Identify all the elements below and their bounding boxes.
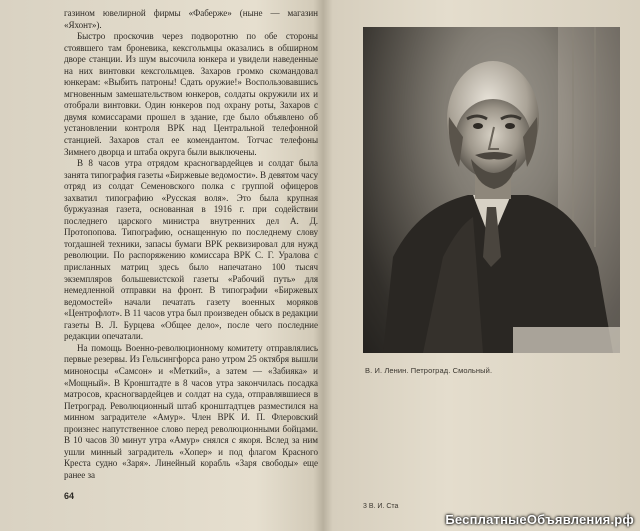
page-footer: 3 В. И. Ста bbox=[363, 503, 399, 510]
watermark: БесплатныеОбъявления.рф bbox=[445, 512, 634, 527]
paragraph: В 8 часов утра отрядом красногвардейцев и солдат была занята типография газеты «Биржевые ведомости». В девятом часу отряд из солдат Семеновского полка с группой офицеров захватил типографию «Русская воля». Это была крупная буржуазная газета, основанная в 1916 г. при содействии последнего царского министра внутренних дел А. Д. Протопопова. Типографию, оснащенную по последнему слову тогдашней техники, запасы бумаги ВРК реквизировал для нужд революции. По распоряжению комиссара ВРК С. Г. Уралова с присланных матриц здесь было напечатано 100 тысяч экземпляров большевистской газеты «Рабочий путь» для немедленной отправки на фронт. В типографии «Биржевых ведомостей» начали печатать газету военных моряков «Центрофлот». В 11 часов утра был произведен обыск в редакции газеты В. Л. Бурцева «Общее дело», после чего последние редакции опечатали. bbox=[64, 158, 318, 342]
paragraph: Быстро проскочив через подворотню по обе стороны стоявшего там броневика, кексгольмцы оказались в обширном дворе станции. Из шум высочила юнкера и увидели наведенные на них винтовки кексгольмцев. Захаров громко скомандовал юнкерам: «Выбить патроны! Сдать оружие!» Воспользовавшись мгновенным замешательством юнкеров, солдаты окружили их и отобрали винтовки. Один юнкеров под охрану роты, Захаров с двумя комиссарами прошел в здание, где было объявлено об установлении контроля ВРК над Центральной телефонной станцией. Захаров стал ее комендантом. Тотчас телефоны Зимнего дворца и штаба округа были выключены. bbox=[64, 31, 318, 157]
paragraph: газином ювелирной фирмы «Фаберже» (ныне — магазин «Яхонт»). bbox=[64, 8, 318, 30]
paragraph: На помощь Военно-революционному комитету отправлялись первые резервы. Из Гельсингфорса рано утром 25 октября вышли миноносцы «Самсон» и «Меткий», а затем — «Забияка» и «Мощный». В Кронштадте в 8 часов утра закончилась посадка матросов, красногвардейцев и солдат на суда, отправлявшиеся в Петроград. Революционный штаб кронштадтцев разместился на минном заградителе «Амур». Член ВРК И. П. Флеровский произнес напутственное слово перед революционными бойцами. В 10 часов 30 минут утра «Амур» снялся с якоря. Вслед за ним ушли минный заградитель «Хопер» и под флагом Красного Креста судно «Заря». Линейный корабль «Заря свободы» еще ранее за bbox=[64, 342, 318, 480]
portrait-figure bbox=[363, 27, 620, 353]
photo-caption: В. И. Ленин. Петроград. Смольный. bbox=[365, 366, 493, 375]
portrait-photo bbox=[363, 27, 620, 353]
page-number: 64 bbox=[64, 491, 75, 501]
body-text bbox=[64, 8, 318, 481]
